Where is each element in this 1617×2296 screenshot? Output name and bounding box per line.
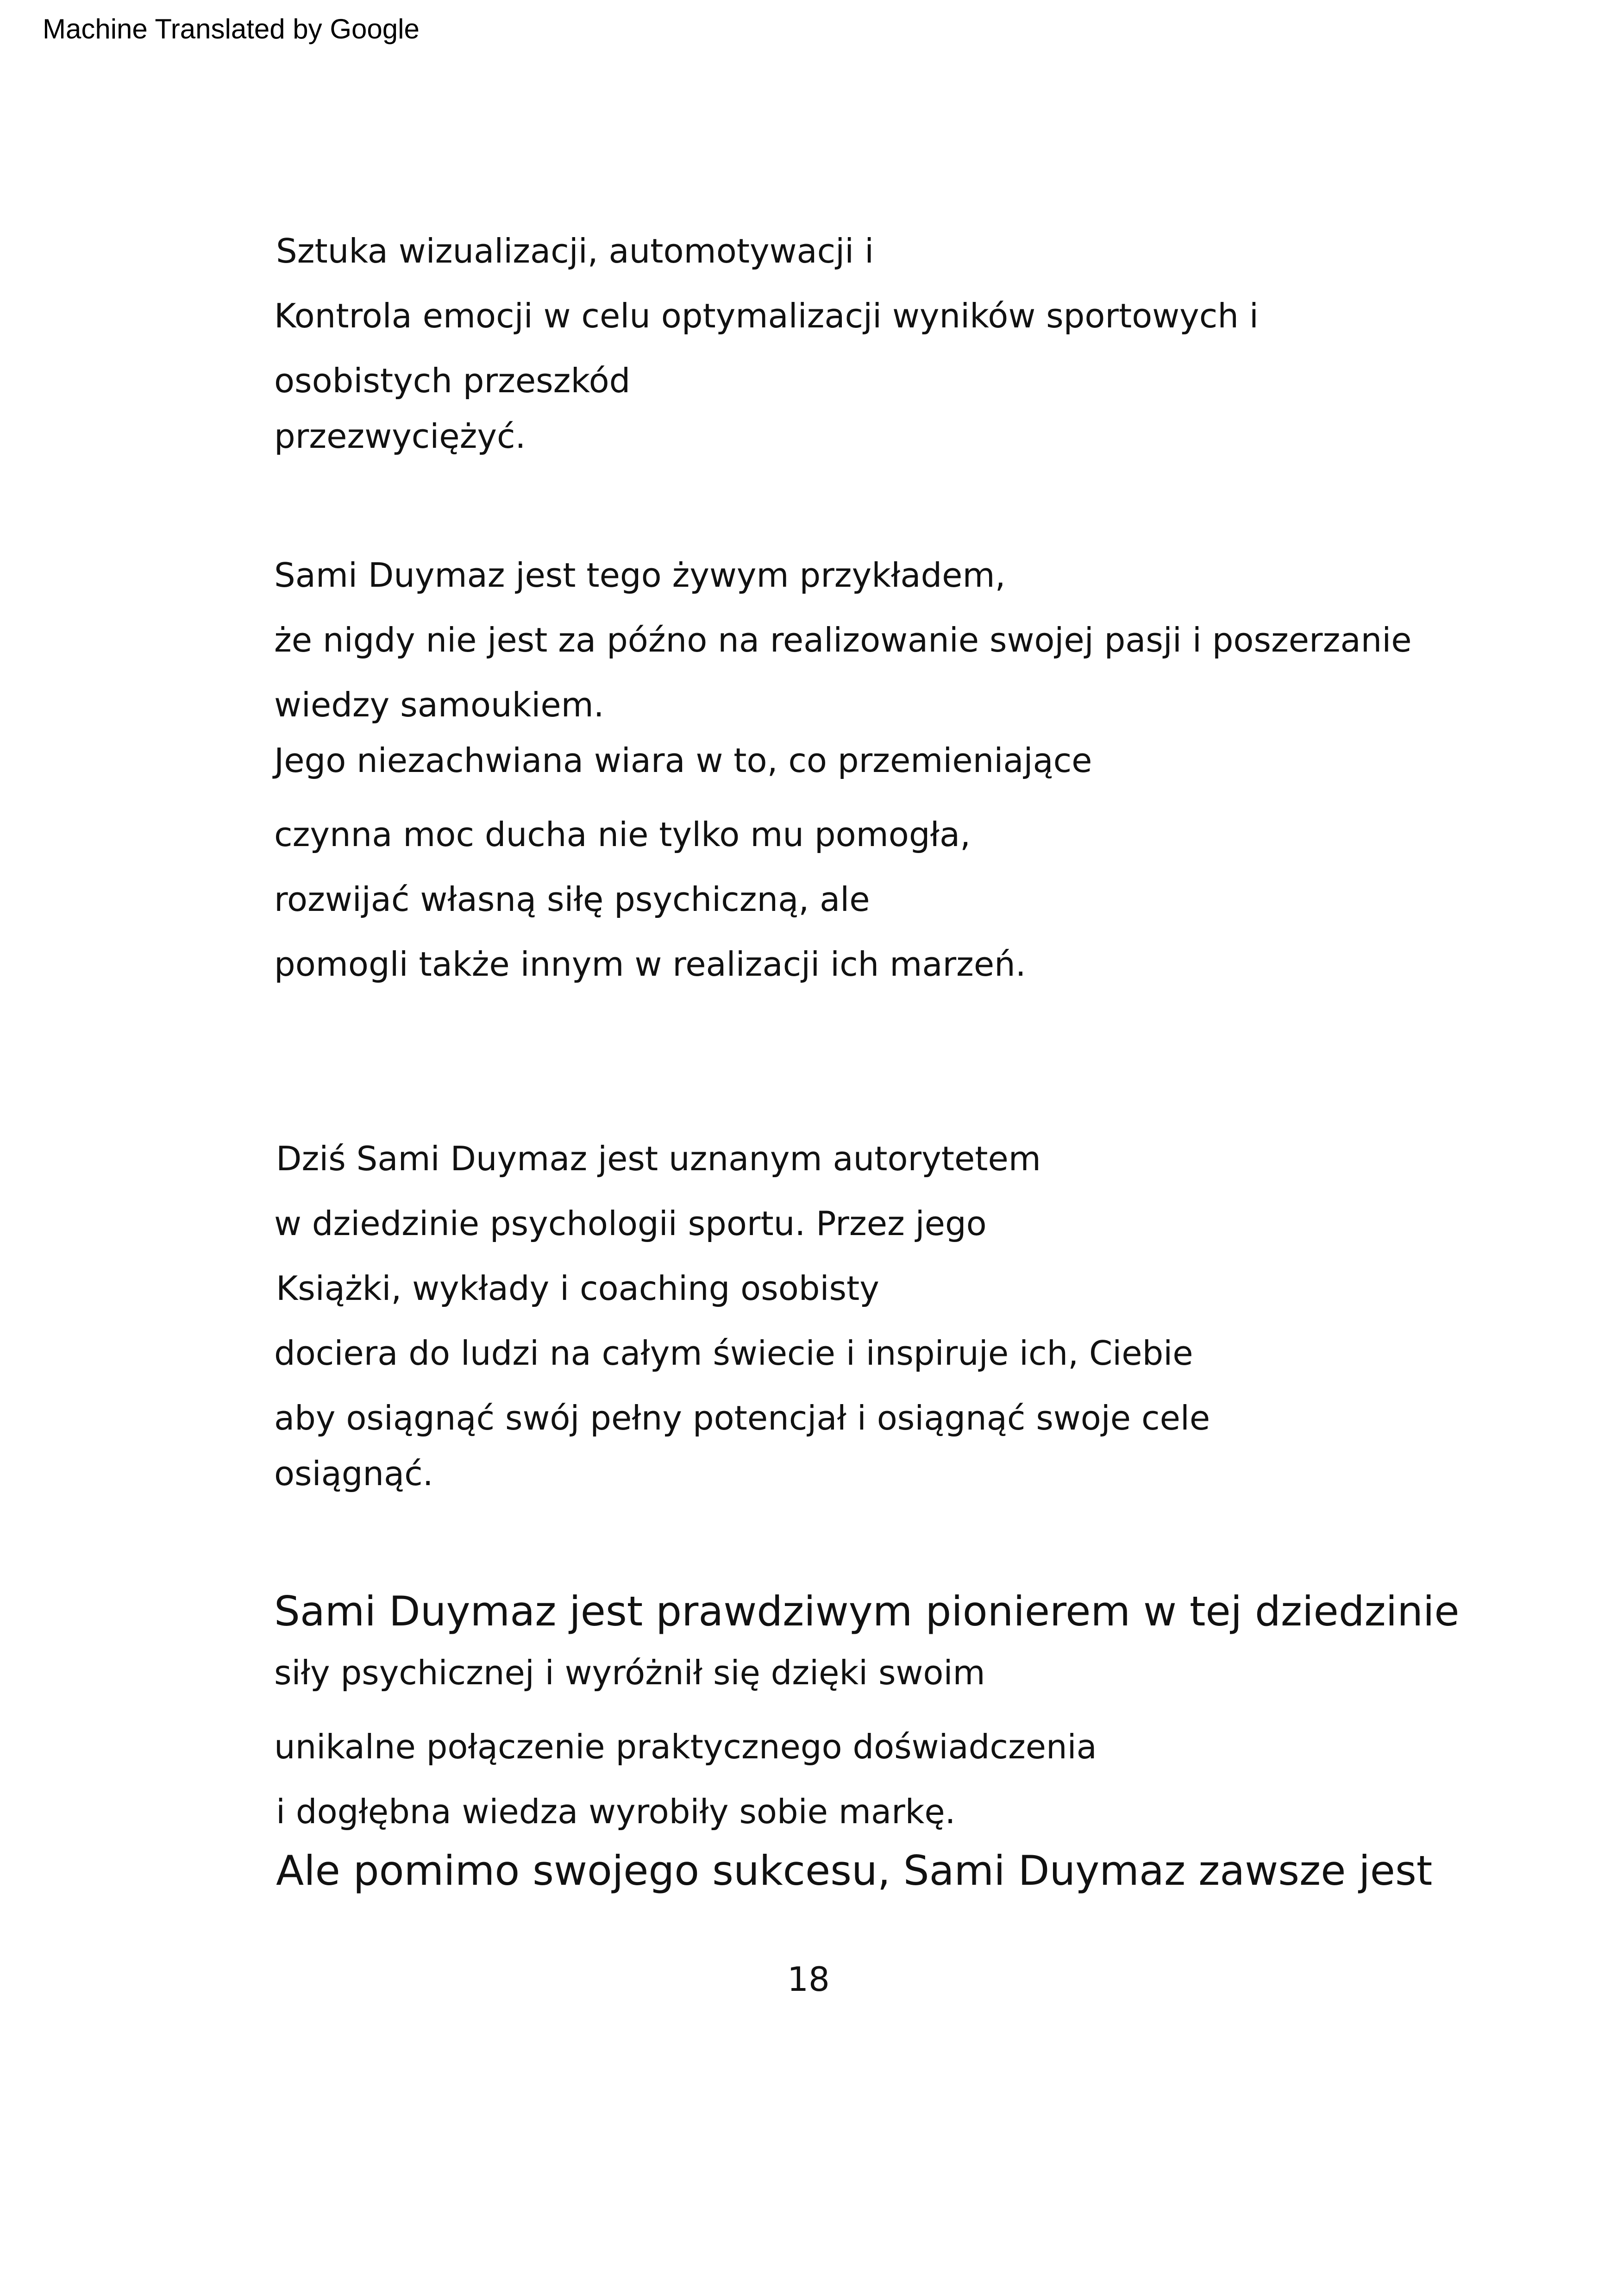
paragraph-2-line-2: że nigdy nie jest za późno na realizowanie swojej pasji i poszerzanie	[274, 621, 1412, 659]
machine-translation-banner: Machine Translated by Google	[43, 13, 420, 44]
paragraph-4-line-5: Ale pomimo swojego sukcesu, Sami Duymaz zawsze jest	[276, 1847, 1433, 1895]
paragraph-2-line-5: czynna moc ducha nie tylko mu pomogła,	[274, 815, 971, 854]
paragraph-1-line-3: osobistych przeszkód	[274, 361, 631, 400]
paragraph-4-line-2: siły psychicznej i wyróżnił się dzięki swoim	[274, 1653, 985, 1692]
paragraph-2-line-6: rozwijać własną siłę psychiczną, ale	[274, 880, 870, 919]
paragraph-4-line-1: Sami Duymaz jest prawdziwym pionierem w tej dziedzinie	[274, 1587, 1460, 1635]
paragraph-1-line-1: Sztuka wizualizacji, automotywacji i	[276, 232, 874, 270]
paragraph-2-line-4: Jego niezachwiana wiara w to, co przemieniające	[274, 741, 1092, 780]
page-number: 18	[787, 1960, 830, 1999]
paragraph-2-line-7: pomogli także innym w realizacji ich marzeń.	[274, 945, 1026, 984]
paragraph-4-line-3: unikalne połączenie praktycznego doświadczenia	[274, 1727, 1097, 1766]
paragraph-1-line-2: Kontrola emocji w celu optymalizacji wyników sportowych i	[274, 296, 1259, 335]
paragraph-3-line-6: osiągnąć.	[274, 1454, 433, 1493]
paragraph-4-line-4: i dogłębna wiedza wyrobiły sobie markę.	[276, 1792, 956, 1831]
paragraph-3-line-5: aby osiągnąć swój pełny potencjał i osiągnąć swoje cele	[274, 1399, 1210, 1437]
paragraph-3-line-2: w dziedzinie psychologii sportu. Przez jego	[274, 1204, 987, 1243]
paragraph-3-line-3: Książki, wykłady i coaching osobisty	[276, 1269, 879, 1308]
paragraph-2-line-1: Sami Duymaz jest tego żywym przykładem,	[274, 556, 1006, 595]
paragraph-3-line-4: dociera do ludzi na całym świecie i inspiruje ich, Ciebie	[274, 1334, 1193, 1373]
paragraph-3-line-1: Dziś Sami Duymaz jest uznanym autorytetem	[276, 1139, 1041, 1178]
paragraph-2-line-3: wiedzy samoukiem.	[274, 685, 604, 724]
paragraph-1-line-4: przezwyciężyć.	[274, 417, 526, 456]
